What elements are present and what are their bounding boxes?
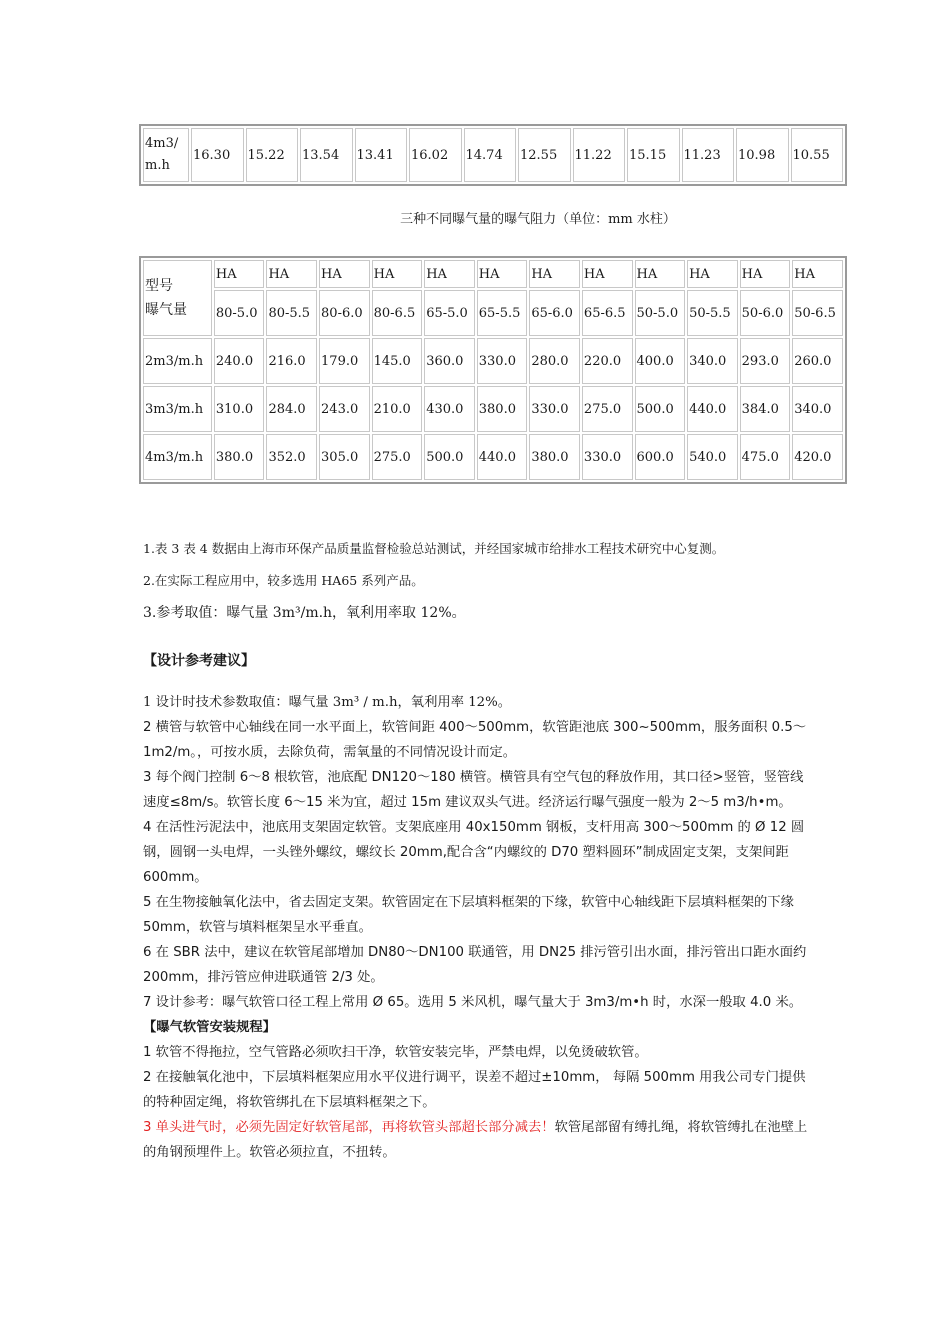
table-cell: 352.0 — [266, 434, 317, 480]
table-cell: 16.02 — [409, 128, 462, 182]
design-section — [143, 690, 811, 1165]
header-cell: 65-6.0 — [529, 290, 580, 336]
table-cell: 16.30 — [191, 128, 244, 182]
warning-text: 3 单头进气时，必须先固定好软管尾部，再将软管头部超长部分减去！ — [143, 1120, 555, 1135]
table-cell: 475.0 — [740, 434, 791, 480]
aeration-resistance-table — [139, 256, 847, 484]
table-header-row — [143, 260, 843, 288]
design-item: 4 在活性污泥法中，池底用支架固定软管。支架底座用 40x150mm 钢板，支杆用高 300～500mm 的 Ø 12 圆钢，圆钢一头电焊，一头锉外螺纹，螺纹长 20mm,配合含“内螺纹的 D70 塑料圆环”制成固定支架，支架间距 600mm。 — [143, 820, 805, 885]
table-cell: 600.0 — [635, 434, 686, 480]
header-cell: 50-6.5 — [792, 290, 843, 336]
header-cell: 50-5.0 — [635, 290, 686, 336]
table-header-row — [143, 290, 843, 336]
install-item: 1 软管不得拖拉，空气管路必须吹扫干净，软管安装完毕，严禁电焊，以免烫破软管。 — [143, 1045, 648, 1060]
table-cell: 330.0 — [529, 386, 580, 432]
design-item: 7 设计参考：曝气软管口径工程上常用 Ø 65。选用 5 米风机，曝气量大于 3m3/m•h 时，水深一般取 4.0 米。 — [143, 995, 803, 1010]
table-row — [143, 338, 843, 384]
install-item-text: 软管尾部留有缚扎绳，将软管缚扎在池壁上的角钢预埋件上。软管必须拉直，不扭转。 — [143, 1120, 808, 1160]
table-cell: 380.0 — [529, 434, 580, 480]
table-cell: 293.0 — [740, 338, 791, 384]
row-label: 2m3/m.h — [143, 338, 212, 384]
corner-label-model: 型号 — [145, 278, 173, 294]
table-cell: 430.0 — [424, 386, 475, 432]
header-cell: 65-6.5 — [582, 290, 633, 336]
header-cell: HA — [319, 260, 370, 288]
table-notes — [143, 540, 823, 636]
table-corner-header — [143, 260, 212, 336]
design-section-title: 【设计参考建议】 — [143, 653, 255, 669]
corner-label-aeration: 曝气量 — [145, 302, 187, 318]
header-cell: HA — [740, 260, 791, 288]
header-cell: 50-6.0 — [740, 290, 791, 336]
table-cell: 10.55 — [791, 128, 844, 182]
header-cell: HA — [582, 260, 633, 288]
table-cell: 500.0 — [424, 434, 475, 480]
install-section-title: 【曝气软管安装规程】 — [143, 1020, 276, 1035]
header-cell: HA — [214, 260, 265, 288]
table-cell: 275.0 — [582, 386, 633, 432]
table-cell: 540.0 — [687, 434, 738, 480]
table-cell: 179.0 — [319, 338, 370, 384]
table-cell: 11.23 — [682, 128, 735, 182]
table-cell: 330.0 — [582, 434, 633, 480]
header-cell: HA — [529, 260, 580, 288]
table-cell: 280.0 — [529, 338, 580, 384]
table-cell: 240.0 — [214, 338, 265, 384]
row-label — [143, 128, 189, 182]
table-cell: 15.22 — [246, 128, 299, 182]
design-item: 3 每个阀门控制 6～8 根软管，池底配 DN120～180 横管。横管具有空气包的释放作用，其口径>竖管，竖管线速度≤8m/s。软管长度 6～15 米为宜，超过 15m 建议双头气进。经济运行曝气强度一般为 2～5 m3/h•m。 — [143, 770, 804, 810]
table-cell: 380.0 — [214, 434, 265, 480]
header-cell: 80-5.0 — [214, 290, 265, 336]
row-label: 4m3/m.h — [143, 434, 212, 480]
table-cell: 210.0 — [372, 386, 423, 432]
table-cell: 10.98 — [736, 128, 789, 182]
install-item — [143, 1115, 811, 1165]
table-cell: 360.0 — [424, 338, 475, 384]
table-cell: 15.15 — [627, 128, 680, 182]
header-cell: HA — [792, 260, 843, 288]
header-cell: HA — [687, 260, 738, 288]
table-cell: 13.54 — [300, 128, 353, 182]
header-cell: 65-5.0 — [424, 290, 475, 336]
aeration-data-table-continued — [139, 124, 847, 186]
install-item: 2 在接触氧化池中，下层填料框架应用水平仪进行调平，误差不超过±10mm， 每隔 500mm 用我公司专门提供的特种固定绳，将软管绑扎在下层填料框架之下。 — [143, 1070, 806, 1110]
table-cell: 220.0 — [582, 338, 633, 384]
table-cell: 14.74 — [464, 128, 517, 182]
note-item: 1.表 3 表 4 数据由上海市环保产品质量监督检验总站测试，并经国家城市给排水工程技术研究中心复测。 — [143, 541, 725, 556]
table-row — [143, 386, 843, 432]
row-label-text: 4m3/ m.h — [145, 136, 179, 173]
header-cell: HA — [372, 260, 423, 288]
table-cell: 340.0 — [792, 386, 843, 432]
header-cell: HA — [266, 260, 317, 288]
table-caption: 三种不同曝气量的曝气阻力（单位：mm 水柱） — [400, 212, 676, 227]
table-cell: 440.0 — [687, 386, 738, 432]
table-row — [143, 434, 843, 480]
table-cell: 310.0 — [214, 386, 265, 432]
table-cell: 500.0 — [635, 386, 686, 432]
design-item: 6 在 SBR 法中，建议在软管尾部增加 DN80～DN100 联通管，用 DN25 排污管引出水面，排污管出口距水面约 200mm，排污管应伸进联通管 2/3 处。 — [143, 945, 807, 985]
header-cell: HA — [635, 260, 686, 288]
table-cell: 305.0 — [319, 434, 370, 480]
design-item: 2 横管与软管中心轴线在同一水平面上，软管间距 400～500mm，软管距池底 300~500mm，服务面积 0.5～1m2/m。，可按水质，去除负荷，需氧量的不同情况设计而定。 — [143, 720, 807, 760]
table-cell: 400.0 — [635, 338, 686, 384]
note-item: 2.在实际工程应用中，较多选用 HA65 系列产品。 — [143, 573, 424, 588]
header-cell: 50-5.5 — [687, 290, 738, 336]
table-cell: 340.0 — [687, 338, 738, 384]
header-cell: 80-5.5 — [266, 290, 317, 336]
table-cell: 11.22 — [573, 128, 626, 182]
header-cell: 80-6.0 — [319, 290, 370, 336]
table-cell: 260.0 — [792, 338, 843, 384]
table-cell: 440.0 — [477, 434, 528, 480]
table-row — [143, 128, 843, 182]
table-cell: 216.0 — [266, 338, 317, 384]
header-cell: HA — [477, 260, 528, 288]
table-cell: 380.0 — [477, 386, 528, 432]
table-cell: 384.0 — [740, 386, 791, 432]
table-cell: 284.0 — [266, 386, 317, 432]
row-label: 3m3/m.h — [143, 386, 212, 432]
table-cell: 12.55 — [518, 128, 571, 182]
note-item: 3.参考取值：曝气量 3m³/m.h，氧利用率取 12%。 — [143, 605, 466, 621]
table-cell: 275.0 — [372, 434, 423, 480]
table-cell: 145.0 — [372, 338, 423, 384]
header-cell: 80-6.5 — [372, 290, 423, 336]
table-cell: 420.0 — [792, 434, 843, 480]
design-item: 5 在生物接触氧化法中，省去固定支架。软管固定在下层填料框架的下缘，软管中心轴线距下层填料框架的下缘 50mm，软管与填料框架呈水平垂直。 — [143, 895, 794, 935]
header-cell: HA — [424, 260, 475, 288]
table-cell: 13.41 — [355, 128, 408, 182]
design-item: 1 设计时技术参数取值：曝气量 3m³ / m.h，氧利用率 12%。 — [143, 695, 512, 710]
table-cell: 330.0 — [477, 338, 528, 384]
table-cell: 243.0 — [319, 386, 370, 432]
header-cell: 65-5.5 — [477, 290, 528, 336]
